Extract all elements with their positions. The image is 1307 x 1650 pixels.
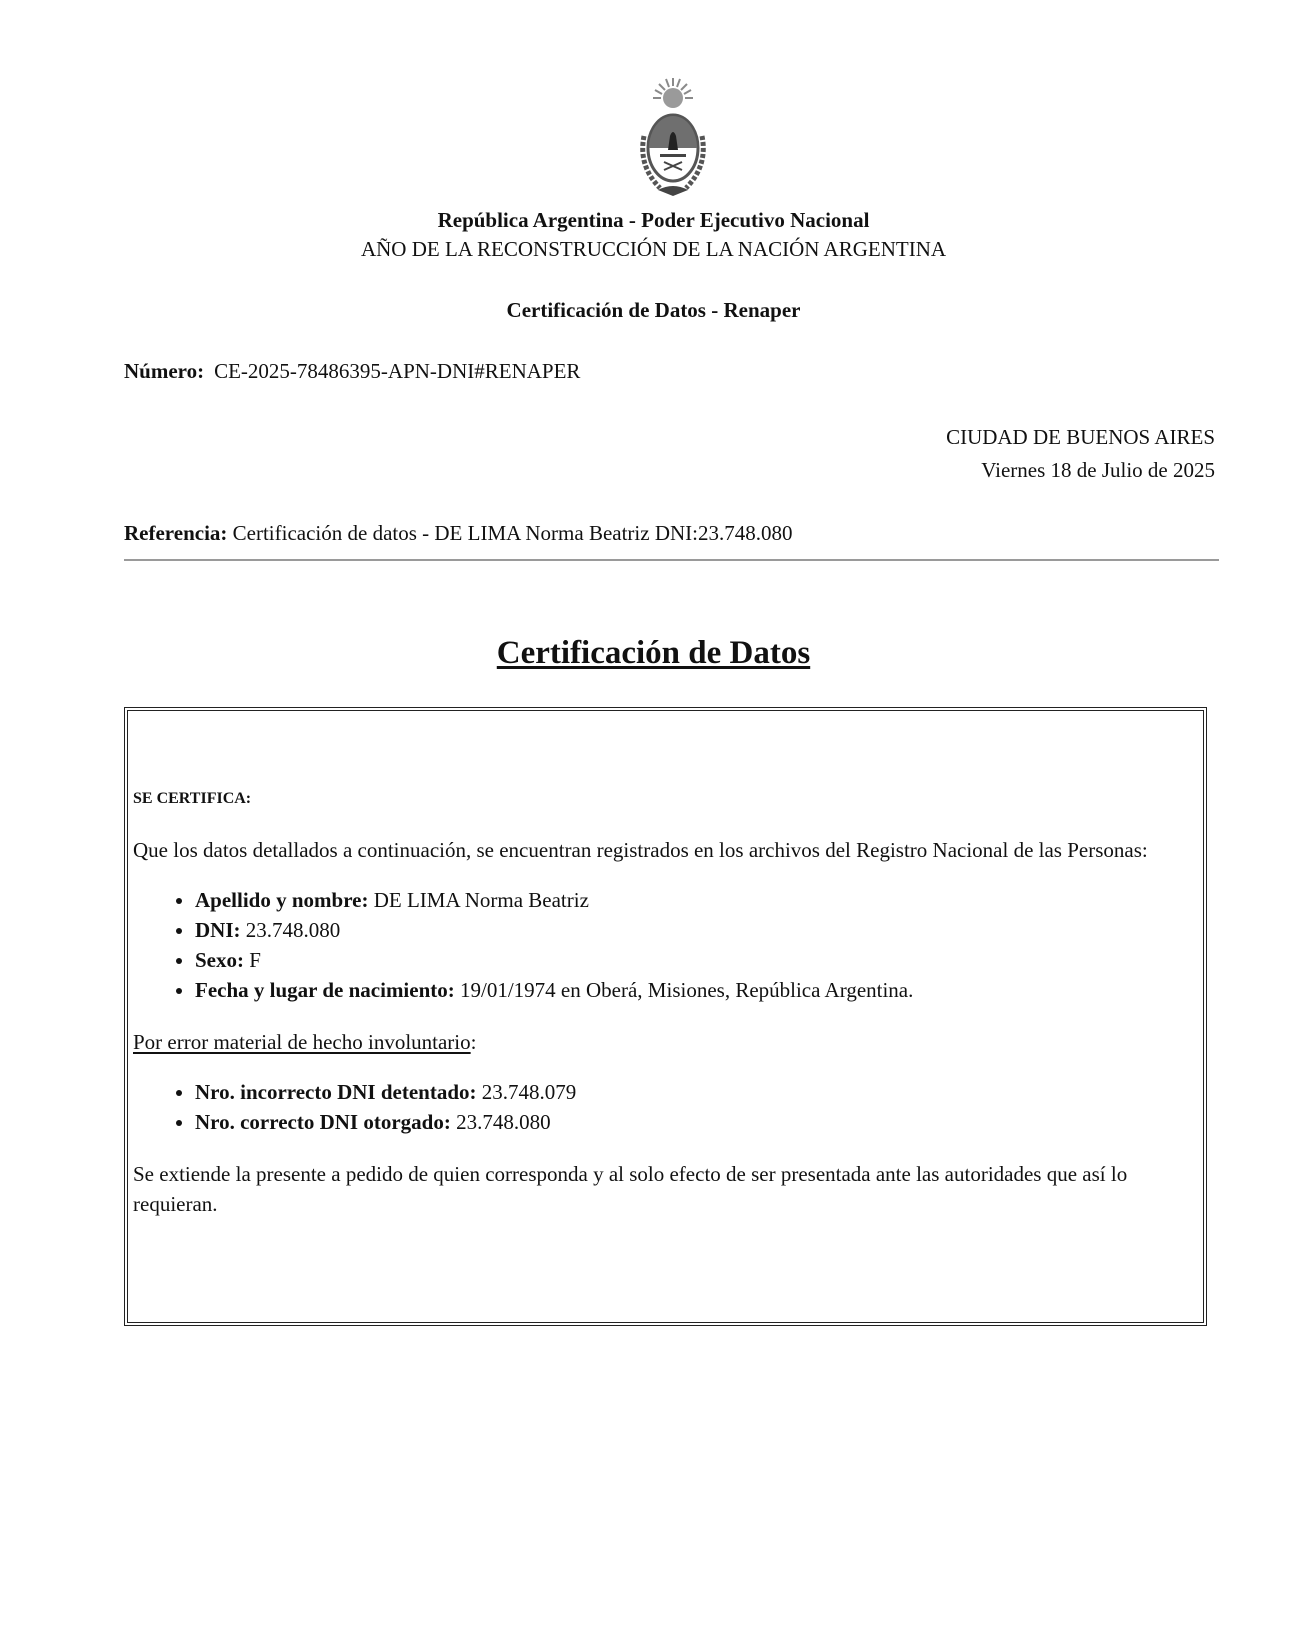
reference-label: Referencia:	[124, 521, 228, 545]
list-item	[195, 885, 1195, 915]
list-item	[195, 1107, 1195, 1137]
personal-data-list	[133, 885, 1195, 1005]
certify-heading: SE CERTIFICA:	[133, 790, 252, 807]
field-value: 19/01/1974 en Oberá, Misiones, República Argentina.	[460, 978, 914, 1002]
intro-paragraph: Que los datos detallados a continuación, se encuentran registrados en los archivos del Registro Nacional de las Personas:	[133, 838, 1148, 862]
field-label: Apellido y nombre:	[195, 888, 369, 912]
divider	[124, 559, 1219, 561]
corrections-list	[133, 1077, 1195, 1137]
list-item	[195, 1077, 1195, 1107]
document-number-label: Número:	[124, 359, 205, 383]
field-value: 23.748.079	[481, 1080, 577, 1104]
field-label: Sexo:	[195, 948, 244, 972]
error-heading-text: Por error material de hecho involuntario	[133, 1030, 471, 1054]
document-type: Certificación de Datos - Renaper	[506, 298, 801, 322]
field-label: Fecha y lugar de nacimiento:	[195, 978, 455, 1002]
field-value: 23.748.080	[245, 918, 341, 942]
closing-paragraph: Se extiende la presente a pedido de quien corresponda y al solo efecto de ser presentada ante las autoridades que así lo requieran.	[133, 1162, 1128, 1216]
page-title	[0, 633, 1307, 673]
list-item	[195, 915, 1195, 945]
reference	[124, 520, 793, 546]
certification-box	[124, 707, 1207, 1326]
header-year-motto: AÑO DE LA RECONSTRUCCIÓN DE LA NACIÓN ARGENTINA	[360, 237, 947, 261]
header-title: República Argentina - Poder Ejecutivo Nacional	[437, 208, 870, 232]
error-heading-colon: :	[470, 1030, 477, 1054]
argentina-coat-of-arms-icon	[632, 76, 714, 202]
document-number	[124, 358, 580, 384]
field-label: Nro. incorrecto DNI detentado:	[195, 1080, 477, 1104]
field-value: F	[249, 948, 261, 972]
document-number-value: CE-2025-78486395-APN-DNI#RENAPER	[214, 359, 581, 383]
list-item	[195, 975, 1195, 1005]
date: Viernes 18 de Julio de 2025	[981, 458, 1215, 482]
list-item	[195, 945, 1195, 975]
field-value: 23.748.080	[456, 1110, 551, 1134]
reference-value: Certificación de datos - DE LIMA Norma Beatriz DNI:23.748.080	[232, 521, 793, 545]
field-value: DE LIMA Norma Beatriz	[373, 888, 589, 912]
field-label: Nro. correcto DNI otorgado:	[195, 1110, 451, 1134]
place: CIUDAD DE BUENOS AIRES	[946, 425, 1215, 449]
error-heading	[133, 1027, 1195, 1057]
field-label: DNI:	[195, 918, 241, 942]
page-title-text: Certificación de Datos	[496, 635, 811, 671]
certification-content	[133, 789, 1195, 1239]
